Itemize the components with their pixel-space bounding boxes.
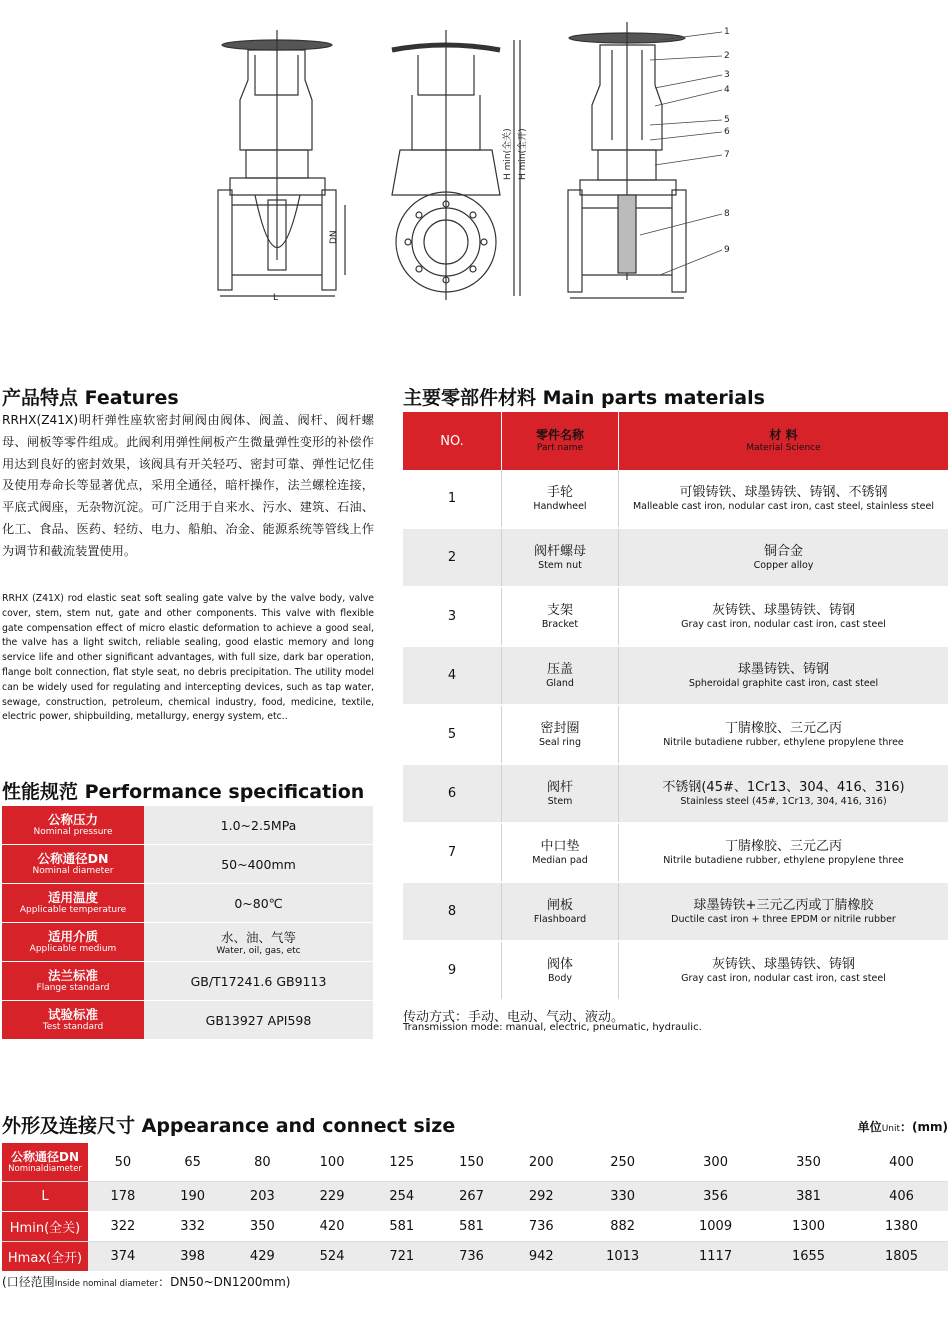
section-view-drawing xyxy=(568,22,686,298)
callout-7: 7 xyxy=(724,150,730,160)
callout-2: 2 xyxy=(724,51,730,61)
part-name-en: Bracket xyxy=(541,618,579,630)
l-dimension-label: L xyxy=(273,293,279,303)
part-material-cn: 灰铸铁、球墨铸铁、铸钢 xyxy=(711,956,855,972)
dn-value: 50 xyxy=(88,1143,158,1182)
transmission-mode-cn: 传动方式：手动、电动、气动、液动。 xyxy=(403,1010,625,1025)
table-row xyxy=(2,1212,948,1242)
table-row xyxy=(403,823,948,882)
cell: 190 xyxy=(158,1182,228,1212)
part-name-en: Handwheel xyxy=(533,500,587,512)
table-row xyxy=(2,806,373,845)
table-row xyxy=(403,528,948,587)
range-en: Inside nominal diameter xyxy=(54,1279,159,1289)
perf-label-cn: 适用温度 xyxy=(47,890,98,905)
dn-label-en: Nominaldiameter xyxy=(8,1163,82,1174)
table-row xyxy=(2,884,373,923)
table-row xyxy=(403,941,948,1000)
cell: 356 xyxy=(669,1182,762,1212)
part-name-cn: 密封圈 xyxy=(540,720,580,736)
cell: 1805 xyxy=(855,1242,948,1272)
cell: 1009 xyxy=(669,1212,762,1242)
col-header-material-en: Material Science xyxy=(746,443,821,453)
perf-label-cn: 公称通径DN xyxy=(37,851,109,866)
unit-label-en: Unit xyxy=(881,1124,901,1134)
dn-value: 300 xyxy=(669,1143,762,1182)
parts-table xyxy=(403,412,948,1001)
cell: 1380 xyxy=(855,1212,948,1242)
parts-heading: 主要零部件材料 Main parts materials xyxy=(403,387,765,409)
part-name-en: Median pad xyxy=(532,854,588,866)
part-material-cn: 球墨铸铁+三元乙丙或丁腈橡胶 xyxy=(693,897,874,913)
performance-heading: 性能规范 Performance specification xyxy=(2,781,365,803)
part-material-en: Nitrile butadiene rubber, ethylene propylene three xyxy=(663,736,904,748)
part-no: 4 xyxy=(403,646,502,705)
part-no: 3 xyxy=(403,587,502,646)
part-no: 8 xyxy=(403,882,502,941)
cell: 332 xyxy=(158,1212,228,1242)
perf-label-cn: 法兰标准 xyxy=(47,968,98,983)
perf-value: GB/T17241.6 GB9113 xyxy=(144,962,373,1001)
cell: 350 xyxy=(227,1212,297,1242)
part-name-cn: 手轮 xyxy=(546,484,573,500)
callout-4: 4 xyxy=(724,85,730,95)
dn-dimension-label: DN xyxy=(329,230,339,244)
part-name-cn: 阀体 xyxy=(546,956,573,972)
part-name-cn: 阀杆螺母 xyxy=(533,543,586,559)
part-material-en: Gray cast iron, nodular cast iron, cast steel xyxy=(681,972,886,984)
callout-1: 1 xyxy=(724,27,730,37)
features-english-text: RRHX (Z41X) rod elastic seat soft sealing gate valve by the valve body, valve cover, stem, stem nut, gate and other components. This valve with flexible gate compensation effect of micro elastic deformation to achieve a good seal, the valve has a light switch, reliable sealing, good elastic memory and long service life and other significant advantages, with full size, dark bar operation, flange bolt connection, flat style seat, no debris precipitation. The utility model can be widely used for regulating and intercepting devices, such as tap water, sewage, construction, petroleum, chemical industry, food, medicine, textile, electric power, shipbuilding, metallurgy, energy system, etc.. xyxy=(2,593,374,723)
cell: 1013 xyxy=(576,1242,669,1272)
dn-value: 65 xyxy=(158,1143,228,1182)
cell: 381 xyxy=(762,1182,855,1212)
part-material-cn: 铜合金 xyxy=(763,543,803,559)
unit-label xyxy=(858,1118,948,1135)
cell: 581 xyxy=(437,1212,507,1242)
perf-label-cn: 公称压力 xyxy=(47,812,98,827)
table-row xyxy=(2,962,373,1001)
part-material-cn: 球墨铸铁、铸钢 xyxy=(737,661,829,677)
table-row xyxy=(2,1242,948,1272)
table-header-row xyxy=(2,1143,948,1182)
table-header-row xyxy=(403,412,948,470)
part-name-en: Seal ring xyxy=(539,736,581,748)
table-row xyxy=(403,646,948,705)
table-row xyxy=(403,764,948,823)
part-material-en: Malleable cast iron, nodular cast iron, cast steel, stainless steel xyxy=(632,500,934,512)
callout-5: 5 xyxy=(724,115,730,125)
perf-value-en: Water, oil, gas, etc xyxy=(216,945,301,956)
table-row xyxy=(403,882,948,941)
perf-label-cn: 适用介质 xyxy=(47,929,98,944)
table-row xyxy=(2,845,373,884)
callout-leaders xyxy=(640,32,722,275)
table-row xyxy=(2,923,373,962)
part-name-en: Body xyxy=(548,972,572,984)
callout-8: 8 xyxy=(724,209,730,219)
callout-9: 9 xyxy=(724,245,730,255)
dn-value: 350 xyxy=(762,1143,855,1182)
col-header-material-cn: 材 料 xyxy=(769,428,798,442)
hmax-dimension-label: H min(全开) xyxy=(518,128,528,180)
part-material-cn: 不锈钢(45#、1Cr13、304、416、316) xyxy=(662,779,905,795)
cell: 420 xyxy=(297,1212,367,1242)
part-material-en: Stainless steel (45#, 1Cr13, 304, 416, 316) xyxy=(680,795,887,807)
cell: 267 xyxy=(437,1182,507,1212)
cell: 229 xyxy=(297,1182,367,1212)
part-no: 9 xyxy=(403,941,502,1000)
part-no: 7 xyxy=(403,823,502,882)
valve-technical-drawings xyxy=(0,0,950,370)
unit-label-cn: 单位 xyxy=(857,1120,882,1134)
part-material-cn: 可锻铸铁、球墨铸铁、铸钢、不锈钢 xyxy=(679,484,888,500)
part-name-cn: 阀杆 xyxy=(546,779,573,795)
range-cn: (口径范围 xyxy=(2,1275,55,1289)
perf-value: GB13927 API598 xyxy=(144,1001,373,1040)
cell: 581 xyxy=(367,1212,437,1242)
cell: 178 xyxy=(88,1182,158,1212)
part-name-en: Gland xyxy=(546,677,574,689)
row-label: Hmin(全关) xyxy=(2,1212,88,1242)
part-no: 6 xyxy=(403,764,502,823)
part-name-cn: 压盖 xyxy=(546,661,573,677)
dn-value: 250 xyxy=(576,1143,669,1182)
part-no: 2 xyxy=(403,528,502,587)
cell: 736 xyxy=(437,1242,507,1272)
cell: 942 xyxy=(506,1242,576,1272)
perf-value: 0~80℃ xyxy=(144,884,373,923)
perf-label-en: Nominal pressure xyxy=(33,827,113,837)
part-material-cn: 丁腈橡胶、三元乙丙 xyxy=(724,838,842,854)
callout-6: 6 xyxy=(724,127,730,137)
dn-value: 80 xyxy=(227,1143,297,1182)
perf-label-en: Test standard xyxy=(42,1022,104,1032)
part-material-cn: 灰铸铁、球墨铸铁、铸钢 xyxy=(711,602,855,618)
perf-label-cn: 试验标准 xyxy=(47,1007,98,1022)
cell: 254 xyxy=(367,1182,437,1212)
cell: 882 xyxy=(576,1212,669,1242)
callout-3: 3 xyxy=(724,70,730,80)
part-material-en: Nitrile butadiene rubber, ethylene propylene three xyxy=(663,854,904,866)
part-name-cn: 支架 xyxy=(546,602,573,618)
perf-label-en: Applicable medium xyxy=(29,944,117,954)
hmin-dimension-label: H min(全关) xyxy=(503,128,513,180)
cell: 374 xyxy=(88,1242,158,1272)
unit-label-mm: ：(mm) xyxy=(900,1120,948,1134)
part-material-en: Ductile cast iron + three EPDM or nitrile rubber xyxy=(671,913,896,925)
dn-value: 200 xyxy=(506,1143,576,1182)
cell: 721 xyxy=(367,1242,437,1272)
part-material-en: Spheroidal graphite cast iron, cast steel xyxy=(688,677,879,689)
features-chinese-text: RRHX(Z41X)明杆弹性座软密封闸阀由阀体、阀盖、阀杆、阀杆螺母、闸板等零件组成。此阀利用弹性闸板产生微量弹性变形的补偿作用达到良好的密封效果，该阀具有开关轻巧、密封可靠、弹性记忆佳及使用寿命长等显著优点，采用全通径，暗杆操作，法兰螺栓连接，平底式阀座，无杂物沉淀。可广泛用于自来水、污水、建筑、石油、化工、食品、医药、轻纺、电力、船舶、冶金、能源系统等管线上作为调节和截流装置使用。 xyxy=(2,413,374,558)
dn-value: 150 xyxy=(437,1143,507,1182)
cell: 398 xyxy=(158,1242,228,1272)
cell: 524 xyxy=(297,1242,367,1272)
dn-value: 100 xyxy=(297,1143,367,1182)
cell: 330 xyxy=(576,1182,669,1212)
perf-value: 50~400mm xyxy=(144,845,373,884)
part-material-cn: 丁腈橡胶、三元乙丙 xyxy=(724,720,842,736)
table-row xyxy=(403,587,948,646)
table-row xyxy=(2,1182,948,1212)
dn-label-cn: 公称通径DN xyxy=(10,1149,79,1164)
cell: 203 xyxy=(227,1182,297,1212)
col-header-no: NO. xyxy=(403,412,502,470)
range-value: ：DN50~DN1200mm) xyxy=(158,1275,291,1289)
table-row xyxy=(403,470,948,528)
perf-value: 1.0~2.5MPa xyxy=(144,806,373,845)
part-name-cn: 闸板 xyxy=(546,897,573,913)
diameter-range-note xyxy=(2,1273,290,1290)
dimensions-heading: 外形及连接尺寸 Appearance and connect size xyxy=(2,1115,456,1137)
transmission-mode-en: Transmission mode: manual, electric, pneumatic, hydraulic. xyxy=(403,1022,702,1033)
front-view-drawing xyxy=(218,30,345,296)
part-name-en: Stem nut xyxy=(538,559,582,571)
cell: 1655 xyxy=(762,1242,855,1272)
cell: 736 xyxy=(506,1212,576,1242)
cell: 322 xyxy=(88,1212,158,1242)
table-row xyxy=(2,1001,373,1040)
perf-value: 水、油、气等 xyxy=(220,929,296,945)
side-view-drawing xyxy=(392,30,520,300)
part-no: 1 xyxy=(403,470,502,528)
col-header-name-en: Part name xyxy=(536,443,584,453)
cell: 1300 xyxy=(762,1212,855,1242)
part-no: 5 xyxy=(403,705,502,764)
perf-label-en: Nominal diameter xyxy=(32,866,114,876)
perf-label-en: Flange standard xyxy=(36,983,110,993)
performance-table xyxy=(2,806,373,1040)
part-material-en: Gray cast iron, nodular cast iron, cast steel xyxy=(681,618,886,630)
row-label: L xyxy=(2,1182,88,1212)
table-row xyxy=(403,705,948,764)
features-heading: 产品特点 Features xyxy=(2,387,179,409)
cell: 406 xyxy=(855,1182,948,1212)
cell: 292 xyxy=(506,1182,576,1212)
perf-label-en: Applicable temperature xyxy=(19,905,127,915)
part-name-en: Flashboard xyxy=(533,913,587,925)
part-material-en: Copper alloy xyxy=(753,559,814,571)
dn-value: 125 xyxy=(367,1143,437,1182)
cell: 1117 xyxy=(669,1242,762,1272)
cell: 429 xyxy=(227,1242,297,1272)
row-label: Hmax(全开) xyxy=(2,1242,88,1272)
part-name-cn: 中口垫 xyxy=(540,838,580,854)
dimensions-table xyxy=(2,1143,948,1272)
dn-value: 400 xyxy=(855,1143,948,1182)
part-name-en: Stem xyxy=(547,795,573,807)
col-header-name-cn: 零件名称 xyxy=(535,428,584,442)
